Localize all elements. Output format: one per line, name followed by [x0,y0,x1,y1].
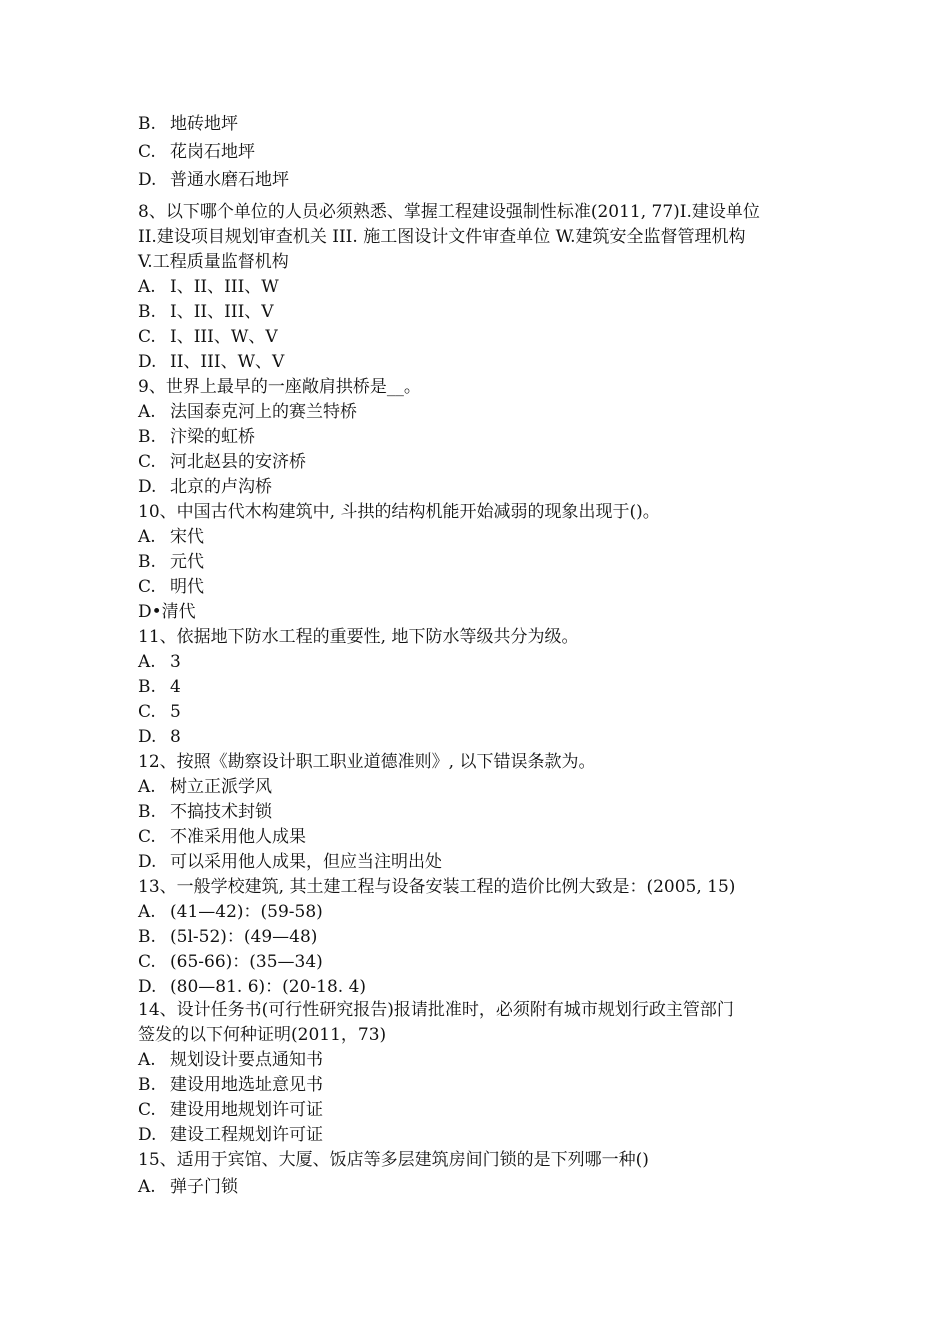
option-label: A. [138,402,156,422]
option-text: (65-66)：(35—34) [170,952,323,972]
option-label: B. [138,677,156,697]
option-line [138,652,181,672]
option-line [138,327,278,347]
option-line [138,1050,323,1070]
option-text: I、II、III、V [170,302,274,322]
option-label: B. [138,927,156,947]
option-text: 弹子门锁 [170,1177,238,1197]
option-label: B. [138,427,156,447]
option-text: I、III、W、V [170,327,278,347]
option-text: 建设工程规划许可证 [170,1125,323,1145]
option-line [138,1177,238,1197]
option-text: 元代 [170,552,204,572]
option-label: B. [138,802,156,822]
option-label: C. [138,952,156,972]
question-text: 12、按照《勘察设计职工职业道德准则》, 以下错误条款为。 [138,752,596,772]
question-text: 9、世界上最早的一座敞肩拱桥是__。 [138,377,421,397]
option-label: C. [138,1100,156,1120]
question-text: 14、设计任务书(可行性研究报告)报请批准时，必须附有城市规划行政主管部门 [138,1000,734,1020]
option-text: 汴梁的虹桥 [170,427,255,447]
option-label: C. [138,327,156,347]
option-text: 普通水磨石地坪 [170,170,289,190]
option-line [138,827,306,847]
option-line [138,852,442,872]
option-label: B. [138,302,156,322]
option-label: B. [138,114,156,134]
option-label: C. [138,702,156,722]
option-line [138,527,204,547]
option-text: (41—42)：(59-58) [170,902,323,922]
option-text: (5l-52)：(49—48) [170,927,318,947]
option-text: 河北赵县的安济桥 [170,452,306,472]
option-label: A. [138,1177,156,1197]
option-label: C. [138,577,156,597]
option-line [138,452,306,472]
option-line [138,277,279,297]
option-text: 宋代 [170,527,204,547]
option-line [138,802,272,822]
option-text: 可以采用他人成果，但应当注明出处 [170,852,442,872]
option-line [138,902,323,922]
question-text: 13、一般学校建筑, 其土建工程与设备安装工程的造价比例大致是：(2005, 15) [138,877,736,897]
option-line [138,302,274,322]
option-label: D. [138,477,157,497]
option-line [138,677,181,697]
option-line [138,1075,323,1095]
option-label: A. [138,527,156,547]
question-text: 10、中国古代木构建筑中, 斗拱的结构机能开始减弱的现象出现于()。 [138,502,660,522]
option-text: 3 [170,652,181,672]
question-text: 15、适用于宾馆、大厦、饭店等多层建筑房间门锁的是下列哪一种() [138,1150,649,1170]
question-text: 8、以下哪个单位的人员必须熟悉、掌握工程建设强制性标准(2011, 77)I.建设单位 [138,202,760,222]
option-line [138,577,204,597]
option-label: D. [138,977,157,997]
option-label: B. [138,552,156,572]
option-text: 北京的卢沟桥 [170,477,272,497]
option-line [138,1125,323,1145]
option-text: 明代 [170,577,204,597]
option-text: 花岗石地坪 [170,142,255,162]
option-label: A. [138,277,156,297]
option-line [138,114,238,134]
option-line [138,352,284,372]
option-line [138,477,272,497]
option-label: D. [138,852,157,872]
option-line [138,552,204,572]
option-text: 地砖地坪 [170,114,238,134]
option-line [138,927,317,947]
option-text: 树立正派学风 [170,777,272,797]
option-line [138,427,255,447]
option-line [138,727,181,747]
option-text: II、III、W、V [170,352,285,372]
option-label: B. [138,1075,156,1095]
option-text: 不准采用他人成果 [170,827,306,847]
option-text: 不搞技术封锁 [170,802,272,822]
option-text: 4 [170,677,181,697]
option-text: (80—81. 6)：(20-18. 4) [170,977,367,997]
option-line [138,702,181,722]
question-text: 11、依据地下防水工程的重要性, 地下防水等级共分为级。 [138,627,579,647]
option-text: 8 [170,727,181,747]
option-line [138,977,366,997]
option-label: A. [138,652,156,672]
option-line: D•清代 [138,602,196,622]
option-text: 建设用地选址意见书 [170,1075,323,1095]
option-label: D. [138,352,157,372]
option-label: C. [138,827,156,847]
option-label: A. [138,777,156,797]
option-line [138,402,357,422]
option-line [138,952,323,972]
option-label: D. [138,170,157,190]
question-text: V.工程质量监督机构 [138,252,289,272]
option-label: C. [138,142,156,162]
option-line [138,777,272,797]
option-line [138,170,289,190]
option-label: A. [138,1050,156,1070]
option-text: 5 [170,702,181,722]
option-text: I、II、III、W [170,277,279,297]
option-label: D. [138,1125,157,1145]
option-text: 建设用地规划许可证 [170,1100,323,1120]
option-label: C. [138,452,156,472]
question-text: II.建设项目规划审查机关 III. 施工图设计文件审查单位 W.建筑安全监督管理机构 [138,227,746,247]
option-line [138,142,255,162]
option-line [138,1100,323,1120]
question-text: 签发的以下何种证明(2011，73) [138,1025,387,1045]
option-text: 法国泰克河上的赛兰特桥 [170,402,357,422]
option-label: A. [138,902,156,922]
option-label: D. [138,727,157,747]
option-text: 规划设计要点通知书 [170,1050,323,1070]
